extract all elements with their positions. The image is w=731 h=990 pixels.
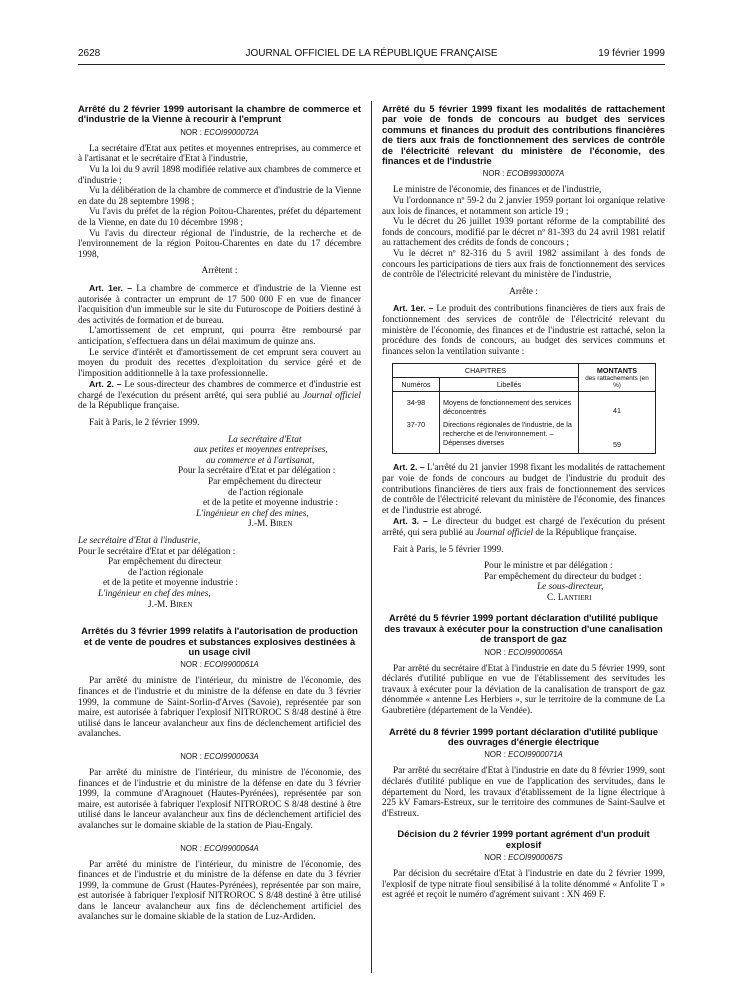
table-row: 34-98 Moyens de fonctionnement des services déconcentrés 41 bbox=[393, 392, 656, 419]
table-header: Numéros bbox=[393, 378, 440, 392]
paragraph: Par arrêté du secrétaire d'Etat à l'industrie en date du 5 février 1999, sont déclarés d'utilité publique en vue de l'établissement des servitudes les travaux à exécuter pour la déviation de la canalisation de transport de gaz dénommée « antenne Les Herbiers », sur le territoire de la commune de La Gaubretière (département de la Vendée). bbox=[382, 663, 665, 717]
issue-date: 19 février 1999 bbox=[598, 48, 665, 59]
nor-reference: NOR : ECOI9900061A bbox=[180, 660, 259, 670]
left-column bbox=[78, 104, 361, 923]
nor-reference: NOR : ECOI9900072A bbox=[180, 127, 259, 137]
paragraph: Vu la délibération de la chambre de commerce et d'industrie de la Vienne en date du 28 septembre 1998 ; bbox=[78, 186, 361, 207]
paragraph: Le ministre de l'économie, des finances et de l'industrie, bbox=[393, 185, 602, 196]
nor-reference: NOR : ECOI9900067S bbox=[484, 853, 563, 863]
article-title: Arrêté du 8 février 1999 portant déclaration d'utilité publique des ouvrages d'énergie électrique bbox=[389, 725, 658, 748]
nor-reference: NOR : ECOI9900064A bbox=[180, 843, 259, 853]
paragraph: Vu le décret du 26 juillet 1939 portant réforme de la comptabilité des fonds de concours, modifié par le décret nº 81-393 du 24 avril 1981 relatif au rattachement des crédits de fonds de concours ; bbox=[382, 217, 665, 249]
article-title: Arrêté du 2 février 1999 autorisant la chambre de commerce et d'industrie de la Vienne à recourir à l'emprunt bbox=[78, 103, 361, 125]
arrete-heading: Arrêtent : bbox=[201, 266, 238, 277]
paragraph: Vu l'avis du préfet de la région Poitou-Charentes, préfet du département de la Vienne, en date du 10 décembre 1998 ; bbox=[78, 207, 361, 228]
journal-title: JOURNAL OFFICIEL DE LA RÉPUBLIQUE FRANÇAISE bbox=[245, 48, 498, 59]
fait-a-paris: Fait à Paris, le 5 février 1999. bbox=[393, 544, 504, 555]
paragraph: La secrétaire d'Etat aux petites et moyennes entreprises, au commerce et à l'artisanat et le secrétaire d'Etat à l'industrie, bbox=[78, 143, 361, 165]
nor-reference: NOR : ECOI9900065A bbox=[484, 647, 563, 657]
article-1: Art. 1er. – Le produit des contributions financières de tiers aux frais de fonctionnement des services de contrôle de l'électricité relevant du ministère de l'économie, des finances et de l'industrie est rattaché, selon la procédure des fonds de concours, au budget des services communs et finances selon la ventilation suivante : bbox=[382, 303, 666, 357]
arrete-heading: Arrête : bbox=[509, 286, 538, 297]
paragraph: Vu la loi du 9 avril 1898 modifiée relative aux chambres de commerce et d'industrie ; bbox=[78, 165, 361, 186]
signature-block: Le secrétaire d'Etat à l'industrie, Pour le secrétaire d'Etat et par délégation : Par empêchement du directeur de l'action régionale et de la petite et moyenne industrie : L'ingénieur en chef des mines, J.-M. Biren bbox=[78, 536, 239, 610]
article-2: Art. 2. – Le sous-directeur des chambres de commerce et d'industrie est chargé de l'exécution du présent arrêté, qui sera publié au Journal officiel de la République française. bbox=[78, 379, 361, 412]
table-header: MONTANTS des rattachements (en %) bbox=[579, 364, 656, 392]
paragraph: Vu le décret nº 82-316 du 5 avril 1982 assimilant à des fonds de concours les participations de tiers aux frais de fonctionnement des services de contrôle de l'électricité relevant du ministère de l'industrie, bbox=[382, 249, 665, 281]
ventilation-table bbox=[392, 363, 656, 454]
article-title: Arrêté du 5 février 1999 fixant les modalités de rattachement par voie de fonds de concours au budget des services communs et finances du produit des contributions financières de tiers aux frais de fonctionnement des services de contrôle de l'électricité relevant du ministère de l'économie, des finances et de l'industrie bbox=[382, 103, 665, 167]
signature-block: La secrétaire d'Etat aux petites et moyennes entreprises, au commerce et à l'artisanat, Pour la secrétaire d'Etat et par délégation : Par empêchement du directeur de l'action régionale et de la petite et moyenne industrie : L'ingénieur en chef des mines, J.-M. Biren bbox=[178, 434, 339, 530]
paragraph: Par arrêté du secrétaire d'Etat à l'industrie en date du 8 février 1999, sont déclarés d'utilité publique en vue de l'application des servitudes, dans le département du Nord, les travaux d'établissement de la ligne électrique à 225 kV Famars-Estreux, sur le territoire des communes de Saint-Saulve et d'Estreux. bbox=[382, 766, 665, 819]
page-header bbox=[78, 48, 665, 62]
signature-block: Pour le ministre et par délégation : Par empêchement du directeur du budget : Le sous-directeur, C. Lantieri bbox=[484, 561, 642, 603]
table-row: 37-70 Directions régionales de l'industrie, de la recherche et de l'environnement. – Dépenses diverses 59 bbox=[393, 418, 656, 454]
column-divider bbox=[371, 101, 372, 973]
nor-reference: NOR : ECOB9930007A bbox=[482, 169, 565, 179]
nor-reference: NOR : ECOI9900071A bbox=[484, 750, 563, 760]
paragraph: Par arrêté du ministre de l'intérieur, du ministre de l'économie, des finances et de l'industrie et du ministre de la défense en date du 3 février 1999, la commune de Saint-Sorlin-d'Arves (Savoie), représentée par son maire, est autorisée à fabriquer l'explosif NITROROC S 8/48 destiné à être utilisé dans le lanceur avalancheur aux fins de déclenchement artificiel des avalanches. bbox=[78, 676, 361, 740]
header-rule bbox=[78, 64, 665, 65]
article-title: Arrêté du 5 février 1999 portant déclaration d'utilité publique des travaux à exécuter pour la construction d'une canalisation de transport de gaz bbox=[384, 612, 663, 645]
paragraph: Vu l'avis du directeur régional de l'industrie, de la recherche et de l'environnement de la région Poitou-Charentes en date du 17 décembre 1998, bbox=[78, 228, 361, 260]
right-column bbox=[382, 104, 665, 901]
nor-reference: NOR : ECOI9900063A bbox=[180, 751, 259, 761]
fait-a-paris: Fait à Paris, le 2 février 1999. bbox=[89, 418, 200, 429]
page-number: 2628 bbox=[78, 48, 101, 59]
paragraph: Par arrêté du ministre de l'intérieur, du ministre de l'économie, des finances et de l'industrie et du ministre de la défense en date du 3 février 1999, la commune de Grust (Hautes-Pyrénées), représentée par son maire, est autorisée à fabriquer l'explosif NITROROC S 8/48 destiné à être utilisé dans le lanceur avalancheur aux fins de déclenchement artificiel des avalanches sur le domaine skiable de la station de Luz-Ardiden. bbox=[78, 859, 361, 923]
article-title: Arrêtés du 3 février 1999 relatifs à l'autorisation de production et de vente de poudres et substances explosives destinées à un usage civil bbox=[81, 625, 358, 657]
paragraph: Vu l'ordonnance nº 59-2 du 2 janvier 1959 portant loi organique relative aux lois de finances, et notamment son article 19 ; bbox=[382, 196, 665, 217]
paragraph: Par décision du secrétaire d'Etat à l'industrie en date du 2 février 1999, l'explosif de type nitrate fioul sensibilisé à la tolite dénommé « Anfolite T » est agréé et reçoit le numéro d'agrément suivant : XN 469 F. bbox=[382, 869, 665, 901]
article-1: Art. 1er. – La chambre de commerce et d'industrie de la Vienne est autorisée à contracter un emprunt de 17 500 000 F en vue de financer l'acquisition d'un immeuble sur le site du Futuroscope de Poitiers destiné à des activités de formation et de bureau. bbox=[78, 282, 362, 326]
paragraph: Le service d'intérêt et d'amortissement de cet emprunt sera couvert au moyen du produit des recettes d'exploitation du service géré et de l'imposition additionnelle à la taxe professionnelle. bbox=[78, 347, 361, 379]
paragraph: Par arrêté du ministre de l'intérieur, du ministre de l'économie, des finances et de l'industrie et du ministre de la défense en date du 3 février 1999, la commune d'Aragnouet (Hautes-Pyrénées), représentée par son maire, est autorisée à fabriquer l'explosif NITROROC S 8/48 destiné à être utilisé dans le lanceur avalancheur aux fins de déclenchement artificiel des avalanches sur le domaine skiable de la station de Piau-Engaly. bbox=[78, 767, 361, 831]
article-3: Art. 3. – Le directeur du budget est chargé de l'exécution du présent arrêté, qui sera publié au Journal officiel de la République française. bbox=[382, 516, 665, 538]
paragraph: L'amortissement de cet emprunt, qui pourra être remboursé par anticipation, s'effectuera dans un délai maximum de quinze ans. bbox=[78, 326, 361, 347]
table-header: Libellés bbox=[440, 378, 579, 392]
article-2: Art. 2. – L'arrêté du 21 janvier 1998 fixant les modalités de rattachement par voie de fonds de concours au budget de l'industrie du produit des contributions financières de tiers aux frais de fonctionnement des services de contrôle de l'électricité relevant du ministère de l'économie, des finances et de l'industrie est abrogé. bbox=[382, 462, 665, 516]
article-title: Décision du 2 février 1999 portant agrément d'un produit explosif bbox=[397, 828, 650, 850]
table-header: CHAPITRES bbox=[393, 364, 579, 378]
